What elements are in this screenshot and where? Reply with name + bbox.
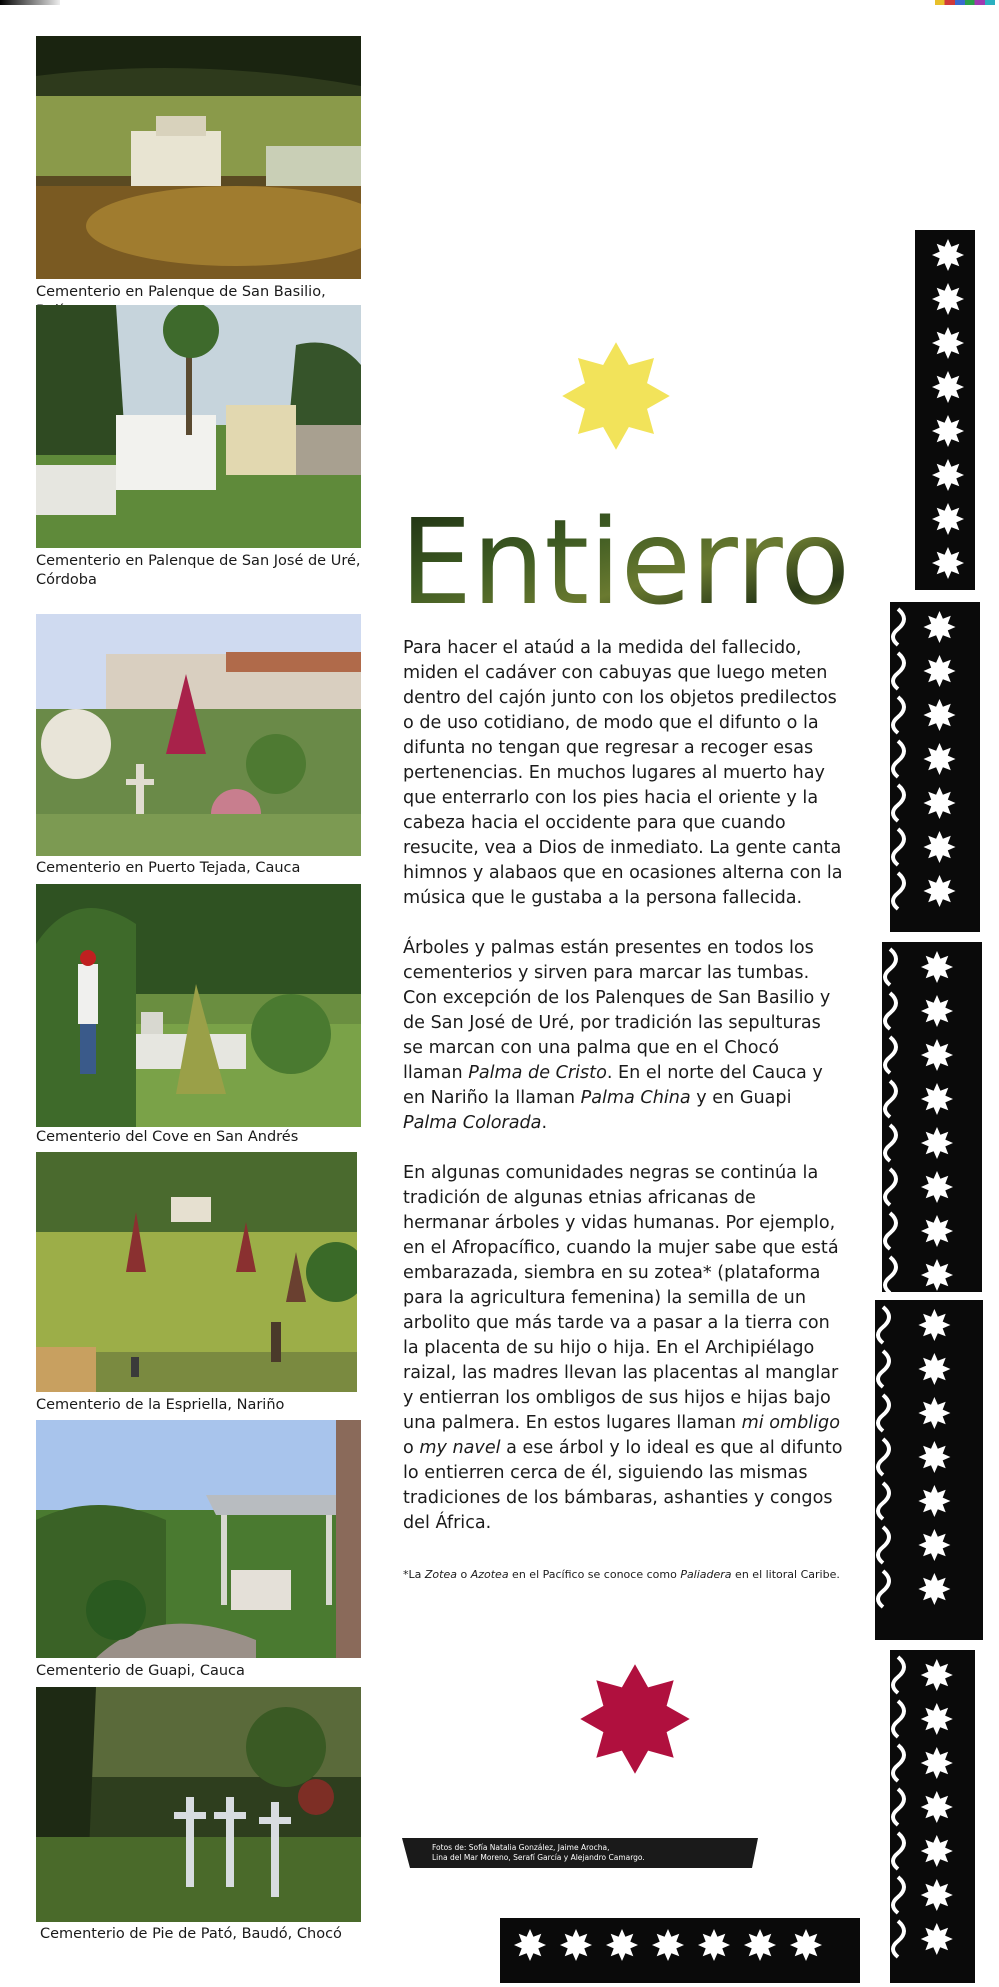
photo-guapi	[36, 1420, 361, 1658]
p3-text: o	[403, 1438, 420, 1458]
footnote-text: o	[456, 1568, 471, 1581]
p2-text: . En el norte del Cauca y en Nariño la llaman	[403, 1063, 823, 1108]
credits-line-2: Lina del Mar Moreno, Serafí García y Alejandro Camargo.	[432, 1853, 645, 1862]
crop-mark-top	[0, 0, 60, 5]
p3-text: a ese árbol y lo ideal es que al difunto lo entierren cerca de él, siguiendo las mismas tradiciones de los bámbaras, ashanties y congos del África.	[403, 1438, 843, 1533]
footnote	[403, 1568, 843, 1581]
photo-puerto-tejada	[36, 614, 361, 856]
p3-italic-mi-ombligo: mi ombligo	[741, 1413, 840, 1433]
caption-san-jose-de-ure-line1: Cementerio en Palenque de San José de Uré,	[36, 553, 361, 569]
credits-line-1: Fotos de: Sofía Natalia González, Jaime Arocha,	[432, 1843, 610, 1852]
footnote-italic: Paliadera	[680, 1568, 732, 1581]
p3-italic-my-navel: my navel	[419, 1438, 501, 1458]
footnote-italic: Zotea	[424, 1568, 457, 1581]
paragraph-3	[403, 1161, 843, 1536]
photo-san-jose-de-ure	[36, 305, 361, 548]
paragraph-2	[403, 936, 843, 1136]
article-body	[403, 636, 843, 1561]
page-title	[400, 488, 870, 618]
footnote-text: en el Pacífico se conoce como	[508, 1568, 681, 1581]
caption-pie-de-pato: Cementerio de Pie de Pató, Baudó, Chocó	[40, 1926, 342, 1942]
caption-guapi: Cementerio de Guapi, Cauca	[36, 1663, 245, 1679]
yellow-star-icon	[560, 340, 672, 452]
crimson-star-icon	[578, 1662, 692, 1776]
photo-credits	[402, 1838, 758, 1868]
p3-text: En algunas comunidades negras se continúa la tradición de algunas etnias africanas de hermanar árboles y vidas humanas. Por ejemplo, en el Afropacífico, cuando la mujer sabe que está embarazada, siembra en su zotea* (plataforma para la agricultura femenina) la semilla de un arbolito que más tarde va a pasar a la tierra con la placenta de su hijo o hija. En el Archipiélago raizal, las madres llevan las placentas al manglar y entierran los ombligos de sus hijos e hijas bajo una palmera. En estos lugares llaman	[403, 1163, 839, 1433]
caption-cove-san-andres: Cementerio del Cove en San Andrés	[36, 1129, 299, 1145]
photo-credits-text	[432, 1843, 752, 1863]
caption-san-jose-de-ure-line2: Córdoba	[36, 572, 97, 588]
decorative-border-right	[870, 230, 985, 1983]
photo-san-basilio	[36, 36, 361, 279]
footnote-text: en el litoral Caribe.	[731, 1568, 840, 1581]
photo-la-espriella	[36, 1152, 357, 1392]
footnote-italic: Azotea	[470, 1568, 509, 1581]
footnote-text: *La	[403, 1568, 425, 1581]
caption-san-jose-de-ure	[36, 552, 376, 590]
photo-pie-de-pato	[36, 1687, 361, 1922]
decorative-border-bottom	[500, 1900, 860, 1983]
p2-text: y en Guapi	[690, 1088, 792, 1108]
p2-italic-palma-de-cristo: Palma de Cristo	[468, 1063, 607, 1083]
page-title-text: Entierro	[400, 493, 850, 618]
p2-text: Árboles y palmas están presentes en todos los cementerios y sirven para marcar las tumbas. Con excepción de los Palenques de San Basilio y de San José de Uré, por tradición las sepulturas se marcan con una palma que en el Chocó llaman	[403, 938, 831, 1083]
p2-italic-palma-china: Palma China	[580, 1088, 691, 1108]
p2-italic-palma-colorada: Palma Colorada	[403, 1113, 542, 1133]
caption-la-espriella: Cementerio de la Espriella, Nariño	[36, 1397, 285, 1413]
photo-cove-san-andres	[36, 884, 361, 1127]
color-bar	[935, 0, 995, 5]
caption-puerto-tejada: Cementerio en Puerto Tejada, Cauca	[36, 860, 301, 876]
caption-san-basilio: Cementerio en Palenque de San Basilio,	[36, 284, 326, 300]
p2-text: .	[541, 1113, 548, 1133]
paragraph-1: Para hacer el ataúd a la medida del fallecido, miden el cadáver con cabuyas que luego meten dentro del cajón junto con los objetos predilectos o de uso cotidiano, de modo que el difunto o la difunta no tengan que regresar a recoger esas pertenencias. En muchos lugares al muerto hay que enterrarlo con los pies hacia el oriente y la cabeza hacia el occidente para que cuando resucite, vea a Dios de inmediato. La gente canta himnos y alabaos que en ocasiones alterna con la música que le gustaba a la persona fallecida.	[403, 638, 843, 908]
